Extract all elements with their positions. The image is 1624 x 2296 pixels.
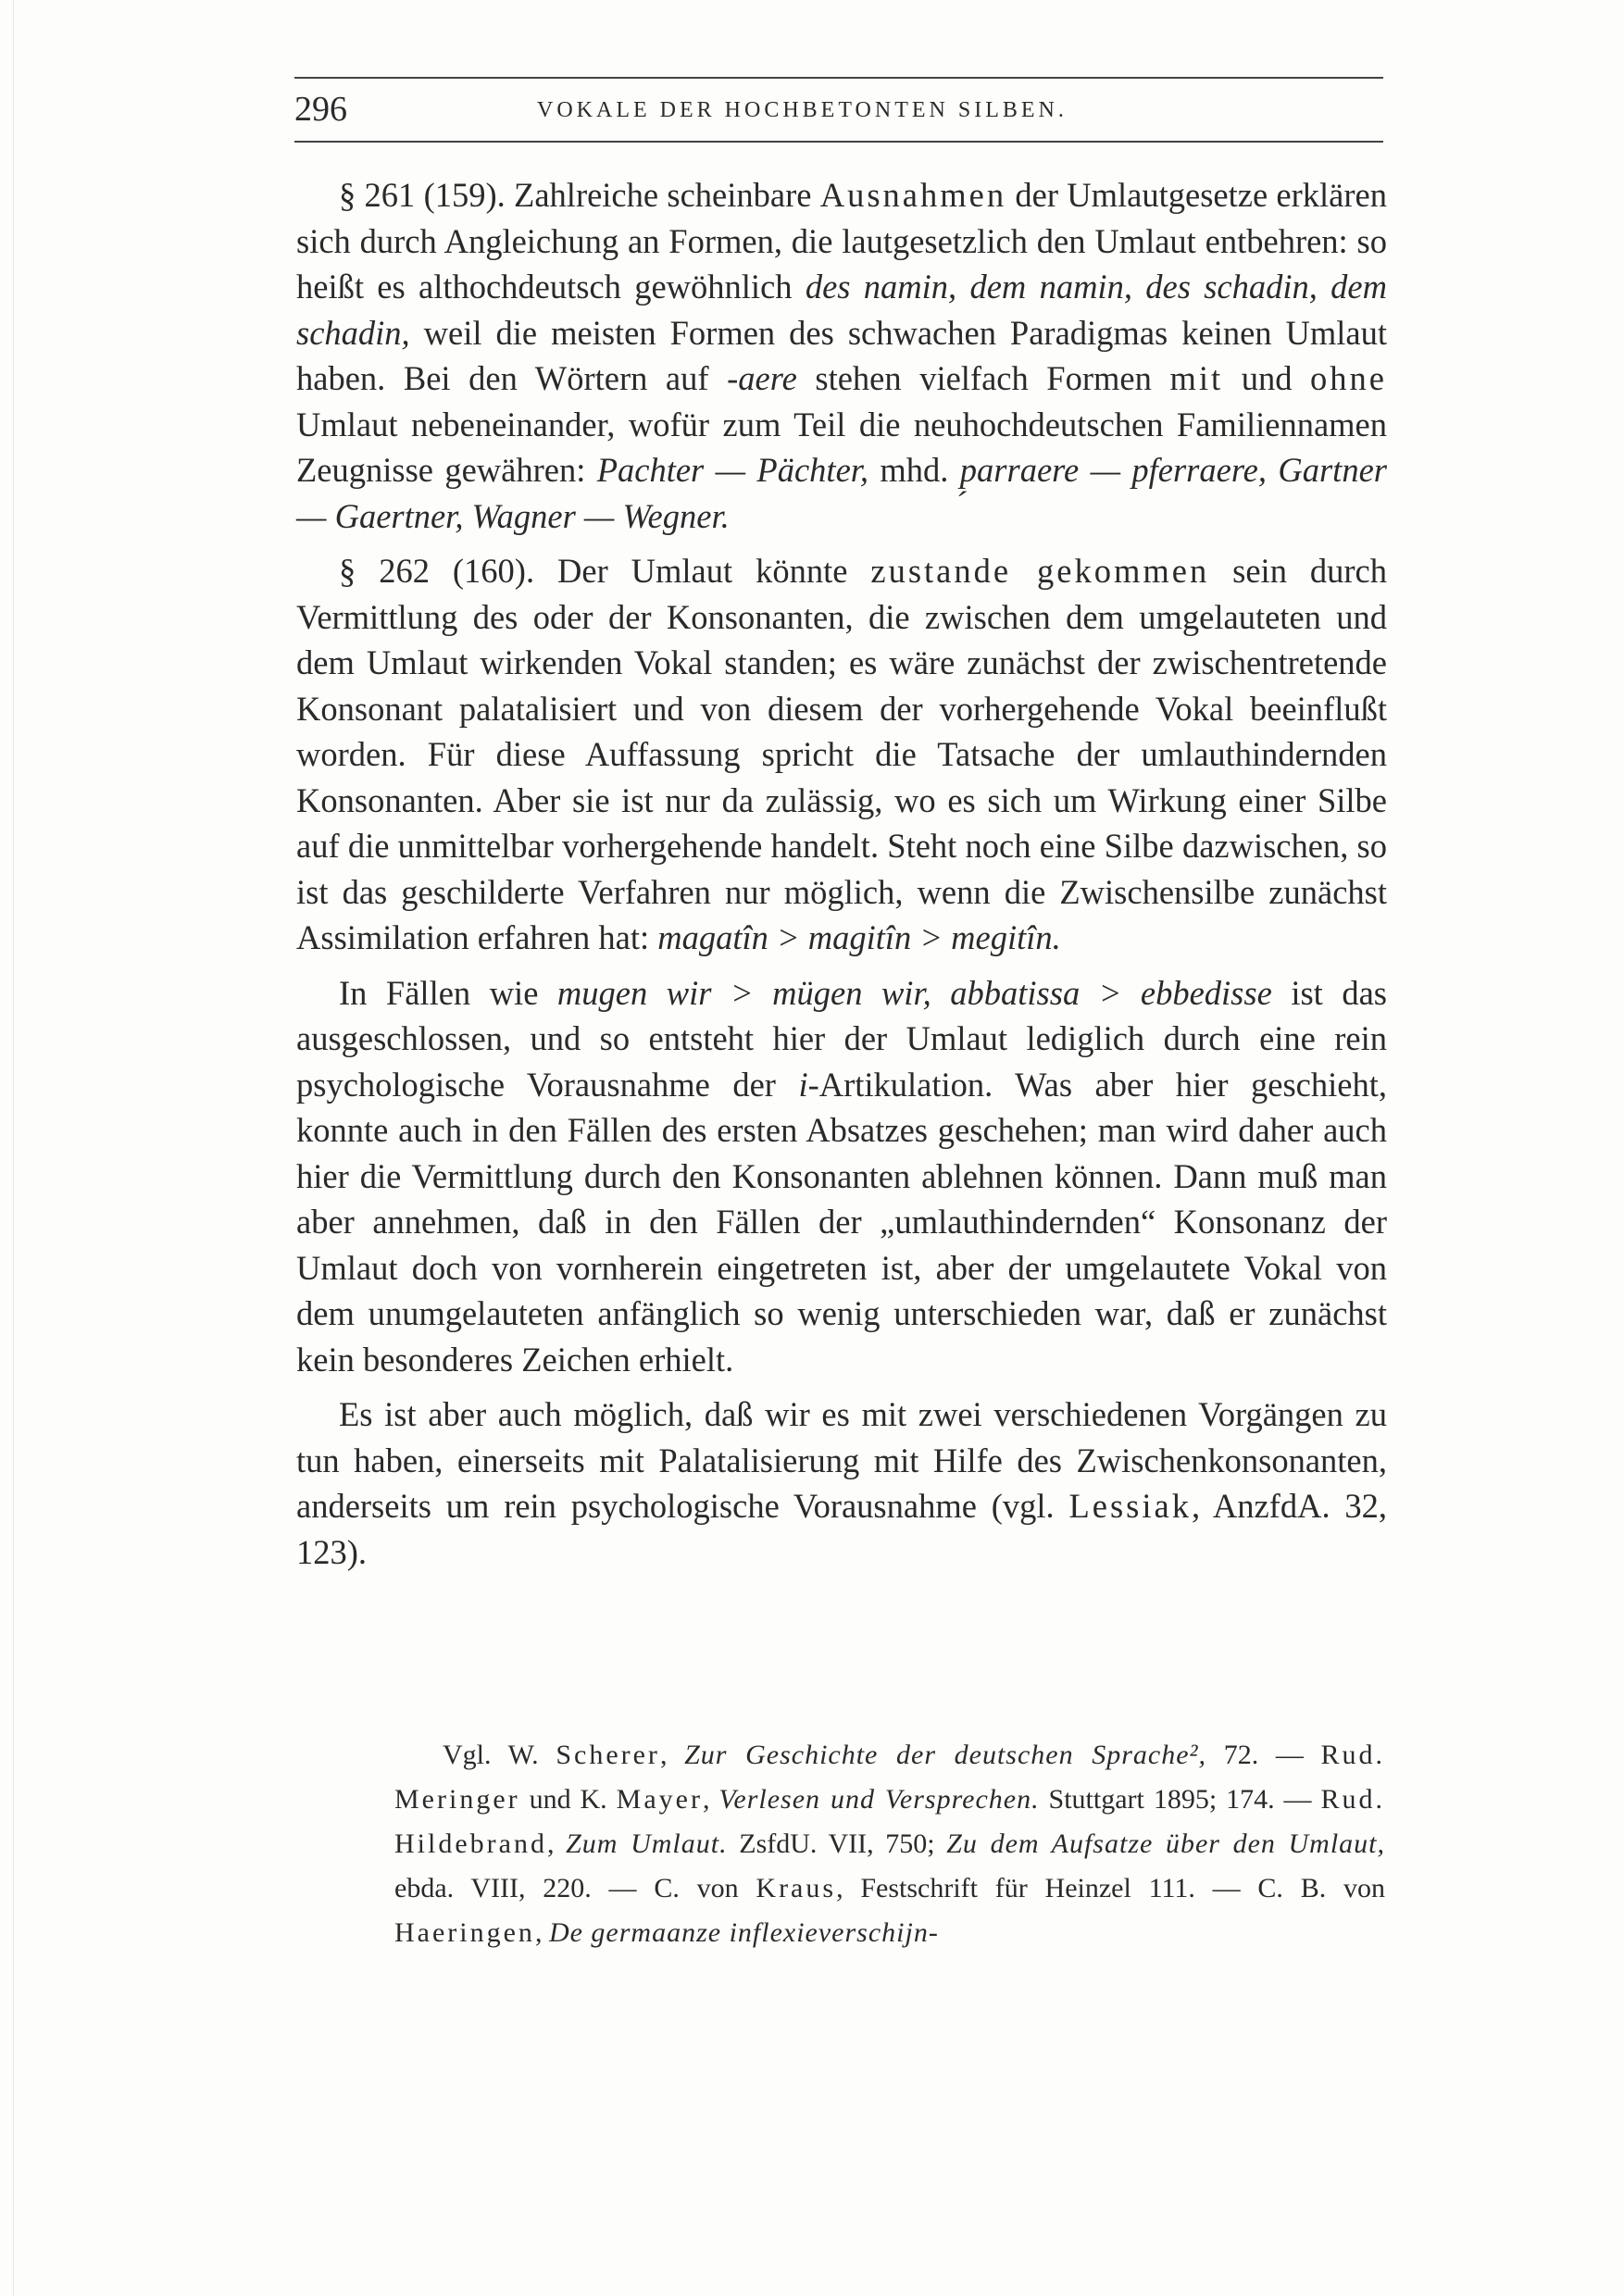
paragraph	[296, 548, 1387, 961]
spaced-text: Mayer	[616, 1784, 703, 1815]
spaced-text: mit	[1169, 359, 1224, 397]
spaced-text: Haeringen	[394, 1917, 535, 1948]
bibliography-note	[394, 1733, 1385, 1955]
spaced-text: zustande gekommen	[870, 552, 1210, 590]
paragraph	[296, 172, 1387, 539]
text-run: ist das ausgeschlossen, und so entsteht hier der Umlaut lediglich durch eine rein psychologische Vorausnahme der	[296, 973, 1387, 1104]
italic-text: Zu dem Aufsatze über den Umlaut,	[946, 1828, 1386, 1859]
text-run: § 261 (159). Zahlreiche scheinbare	[339, 176, 820, 214]
running-head-title: VOKALE DER HOCHBETONTEN SILBEN.	[537, 98, 1068, 122]
italic-text: p̗arraere — pferraere, Gartner — Gaertner, Wagner — Wegner.	[296, 451, 1387, 535]
header-rule-top	[294, 77, 1383, 79]
text-run: -Artikulation. Was aber hier geschieht, konnte auch in den Fällen des ersten Absatzes geschehen; man wird daher auch hier die Vermittlung durch den Konsonanten ablehnen können. Dann muß man aber annehmen, daß in den Fällen der „umlauthindernden“ Konsonanz der Umlaut doch von vornherein eingetreten ist, aber der umgelautete Vokal von dem unumgelauteten anfänglich so wenig unterschieden war, daß er zunächst kein besonderes Zeichen erhielt.	[296, 1065, 1387, 1379]
italic-text: De germaanze inflexieverschijn-	[548, 1917, 939, 1948]
text-run: ebda. VIII, 220. — C. von	[394, 1873, 756, 1903]
italic-text: mugen wir > mügen wir, abbatissa > ebbedisse	[556, 973, 1272, 1012]
spaced-text: Rud. Meringer	[394, 1740, 1385, 1815]
text-run: Umlaut nebeneinander, wofür zum Teil die neuhochdeutschen Familiennamen Zeugnisse gewähren:	[296, 405, 1387, 489]
text-run: der Umlautgesetze erklären sich durch Angleichung an Formen, die lautgesetzlich den Umlaut entbehren: so heißt es althochdeutsch gewöhnlich	[296, 176, 1387, 306]
spaced-text: Ausnahmen	[819, 176, 1007, 214]
italic-text: Zum Umlaut.	[566, 1828, 728, 1859]
spaced-text: Scherer	[556, 1740, 660, 1770]
text-run: und K.	[519, 1784, 617, 1815]
text-run: stehen vielfach Formen	[796, 359, 1170, 397]
text-run: und	[1223, 359, 1311, 397]
page-edge-shadow	[13, 0, 14, 2296]
text-run: ,	[546, 1828, 567, 1859]
text-run: mhd.	[868, 451, 960, 489]
text-run: ,	[534, 1917, 549, 1948]
spaced-text: Kraus	[756, 1873, 837, 1903]
text-run: § 262 (160). Der Umlaut könnte	[339, 552, 871, 590]
italic-text: magatîn > magitîn > megitîn.	[657, 918, 1061, 956]
text-run: , Festschrift für Heinzel 111. — C. B. von	[836, 1873, 1385, 1903]
paragraph	[296, 970, 1387, 1383]
text-run: sein durch Vermittlung des oder der Konsonanten, die zwischen dem umgelauteten und dem Umlaut wirkenden Vokal standen; es wäre zunächst der zwischentretende Konsonant palatalisiert und von diesem der vorhergehende Vokal beeinflußt worden. Für diese Auffassung spricht die Tatsache der umlauthindernden Konsonanten. Aber sie ist nur da zulässig, wo es sich um Wirkung einer Silbe auf die unmittelbar vorhergehende handelt. Steht noch eine Silbe dazwischen, so ist das geschilderte Verfahren nur möglich, wenn die Zwischensilbe zunächst Assimilation erfahren hat:	[296, 552, 1387, 956]
header-rule-bottom	[294, 141, 1383, 143]
spaced-text: Lessiak	[1068, 1487, 1192, 1525]
italic-text: Zur Geschichte der deutschen Sprache²,	[684, 1740, 1207, 1770]
body-text	[296, 172, 1387, 1575]
text-run: In Fällen wie	[339, 973, 557, 1012]
text-run: , AnzfdA. 32, 123).	[296, 1487, 1387, 1571]
paragraph	[296, 1391, 1387, 1575]
spaced-text: Rud. Hildebrand	[394, 1784, 1386, 1859]
running-head	[294, 89, 1383, 135]
italic-text: Pachter — Pächter,	[596, 451, 869, 489]
text-run: ,	[659, 1740, 685, 1770]
text-run: Vgl. W.	[443, 1740, 556, 1770]
italic-text: Verlesen und Versprechen.	[718, 1784, 1040, 1815]
text-run: Stuttgart 1895; 174. —	[1039, 1784, 1321, 1815]
italic-text: des namin, dem namin, des schadin, dem schadin,	[296, 268, 1387, 352]
text-run: 72. —	[1206, 1740, 1321, 1770]
text-run: weil die meisten Formen des schwachen Paradigmas keinen Umlaut haben. Bei den Wörtern auf	[296, 313, 1387, 397]
text-run: ZsfdU. VII, 750;	[727, 1828, 947, 1859]
text-run: Es ist aber auch möglich, daß wir es mit zwei verschiedenen Vorgängen zu tun haben, einerseits mit Palatalisierung mit Hilfe des Zwischenkonsonanten, anderseits um rein psychologische Vorausnahme (vgl.	[296, 1395, 1387, 1525]
spaced-text: ohne	[1310, 359, 1387, 397]
italic-text: i	[798, 1065, 808, 1104]
page-number: 296	[294, 90, 347, 129]
italic-text: -aere	[727, 359, 797, 397]
text-run: ,	[702, 1784, 719, 1815]
